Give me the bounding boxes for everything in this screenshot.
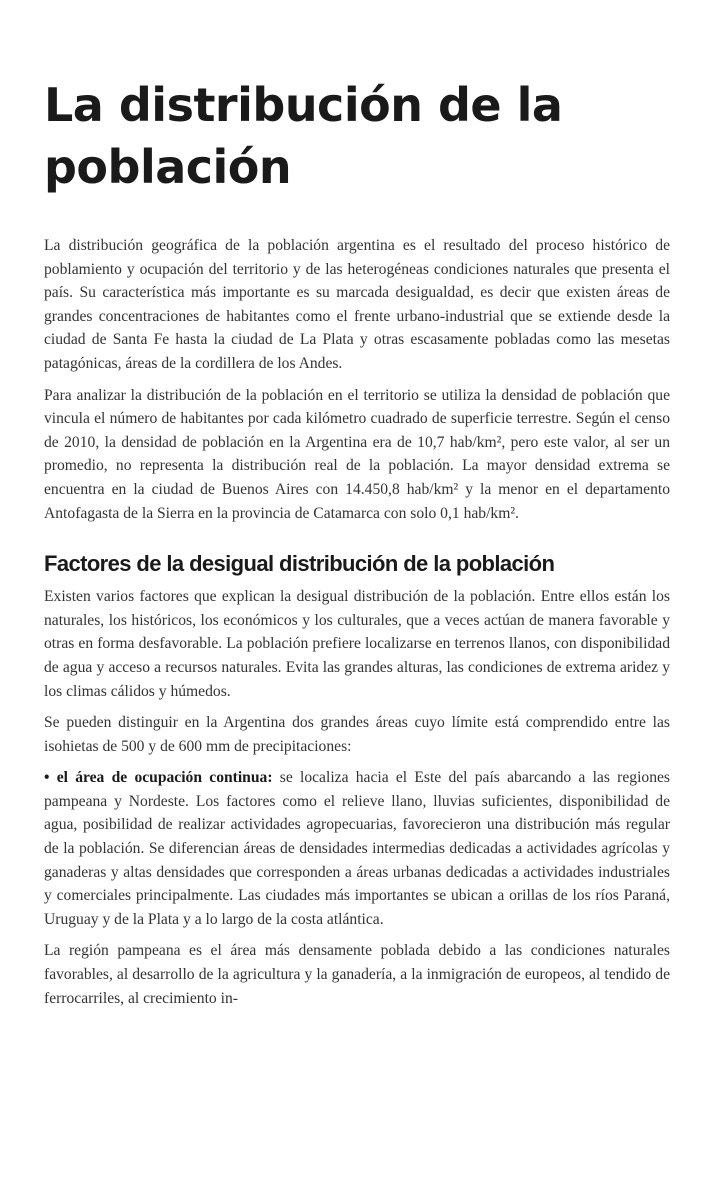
section-heading: Factores de la desigual distribución de la población [44,551,555,577]
bullet-text: se localiza hacia el Este del país abarcando a las regiones pampeana y Nordeste. Los factores como el relieve llano, lluvias suficientes, disponibilidad de agua, posibilidad de realizar actividades agropecuarias, favorecieron una distribución más regular de la población. Se diferencian áreas de densidades intermedias dedicadas a actividades agrícolas y ganaderas y altas densidades que corresponden a áreas urbanas dedicadas a actividades industriales y comerciales principalmente. Las ciudades más importantes se ubican a orillas de los ríos Paraná, Uruguay y de la Plata y a lo largo de la costa atlántica. [44,769,670,928]
intro-paragraph-1: La distribución geográfica de la población argentina es el resultado del proceso histórico de poblamiento y ocupación del territorio y de las heterogéneas condiciones naturales que presenta el país. Su característica más importante es su marcada desigualdad, es decir que existen áreas de grandes concentraciones de habitantes como el frente urbano-industrial que se extiende desde la ciudad de Santa Fe hasta la ciudad de La Plata y otras escasamente pobladas como las mesetas patagónicas, áreas de la cordillera de los Andes. [44,237,670,372]
document-page [44,74,670,1010]
final-paragraph: La región pampeana es el área más densamente poblada debido a las condiciones naturales favorables, al desarrollo de la agricultura y la ganadería, a la inmigración de europeos, al tendido de ferrocarriles, al crecimiento in- [44,942,670,1007]
section-paragraph-1: Existen varios factores que explican la desigual distribución de la población. Entre ellos están los naturales, los históricos, los económicos y los culturales, que a veces actúan de manera favorable y otras en forma desfavorable. La población prefiere localizarse en terrenos llanos, con disponibilidad de agua y acceso a recursos naturales. Evita las grandes alturas, las condiciones de extrema aridez y los climas cálidos y húmedos. [44,588,670,700]
bullet-lead: • el área de ocupación continua: [44,769,273,787]
intro-paragraph-2: Para analizar la distribución de la población en el territorio se utiliza la densidad de población que vincula el número de habitantes por cada kilómetro cuadrado de superficie terrestre. Según el censo de 2010, la densidad de población en la Argentina era de 10,7 hab/km², pero este valor, al ser un promedio, no representa la distribución real de la población. La mayor densidad extrema se encuentra en la ciudad de Buenos Aires con 14.450,8 hab/km² y la menor en el departamento Antofagasta de la Sierra en la provincia de Catamarca con solo 0,1 hab/km². [44,386,670,522]
section-paragraph-2: Se pueden distinguir en la Argentina dos grandes áreas cuyo límite está comprendido entre las isohietas de 500 y de 600 mm de precipitaciones: [44,714,670,755]
bullet-paragraph [44,766,670,931]
page-title: La distribución de la población [44,78,563,194]
